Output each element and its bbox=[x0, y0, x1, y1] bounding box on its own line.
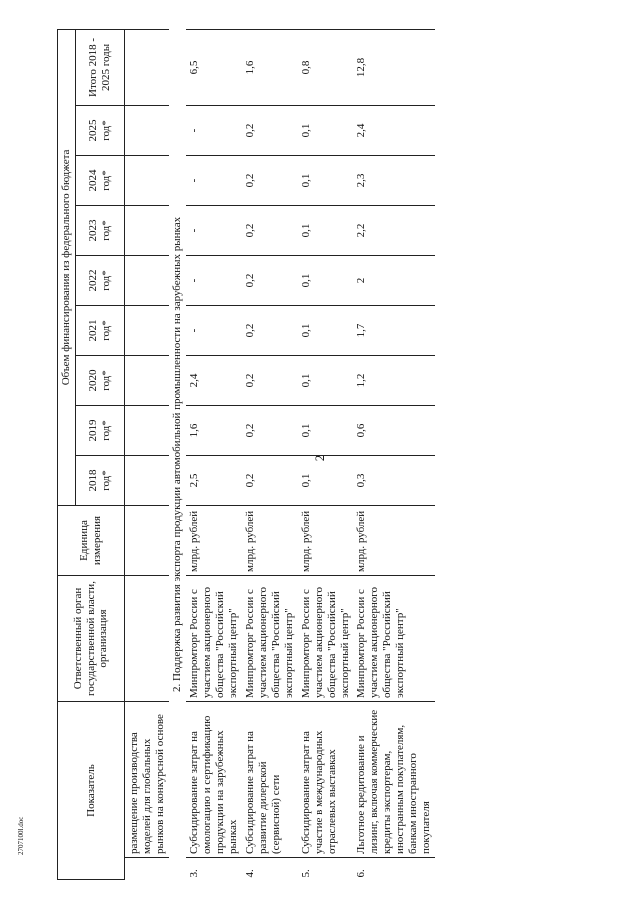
funding-table bbox=[57, 29, 435, 880]
row-value: - bbox=[186, 256, 242, 306]
row-total: 1,6 bbox=[242, 29, 298, 105]
header-indicator: Показатель bbox=[58, 702, 125, 880]
row-value: 0,2 bbox=[242, 106, 298, 156]
row-total: 0,8 bbox=[298, 29, 354, 105]
row-value: 2,4 bbox=[353, 106, 435, 156]
row-value: 2 bbox=[353, 256, 435, 306]
row-value: 1,7 bbox=[353, 306, 435, 356]
row-value: 2,4 bbox=[186, 356, 242, 406]
row-value: 0,2 bbox=[242, 256, 298, 306]
row-responsible: Минпромторг России с участием акционерного общества "Российский экспортный центр" bbox=[242, 576, 298, 702]
row-value: 0,1 bbox=[298, 206, 354, 256]
header-year: 2021 год* bbox=[75, 306, 124, 356]
row-value: 0,2 bbox=[242, 406, 298, 456]
row-value: 0,2 bbox=[242, 306, 298, 356]
header-year: 2023 год* bbox=[75, 206, 124, 256]
row-unit: млрд. рублей bbox=[298, 506, 354, 576]
row-unit: млрд. рублей bbox=[242, 506, 298, 576]
row-value: 0,3 bbox=[353, 456, 435, 506]
header-total: Итого 2018 - 2025 годы bbox=[75, 29, 124, 105]
row-value: 0,1 bbox=[298, 106, 354, 156]
page-number: 2 bbox=[312, 454, 327, 462]
row-value: 0,1 bbox=[298, 306, 354, 356]
row-total: 6,5 bbox=[186, 29, 242, 105]
section-row bbox=[169, 29, 186, 879]
section-title: 2. Поддержка развития экспорта продукции автомобильной промышленности на зарубежных рынках bbox=[170, 216, 183, 692]
row-value: - bbox=[186, 206, 242, 256]
row-indicator: Субсидирование затрат на омологацию и сертификацию продукции на зарубежных рынках bbox=[186, 702, 242, 858]
row-number: 5. bbox=[298, 858, 354, 880]
row-value: - bbox=[186, 156, 242, 206]
table-row bbox=[242, 29, 298, 879]
row-value: 0,2 bbox=[242, 206, 298, 256]
row-indicator: Субсидирование затрат на развитие дилерской (сервисной) сети bbox=[242, 702, 298, 858]
row-indicator: Субсидирование затрат на участие в международных отраслевых выставках bbox=[298, 702, 354, 858]
row-unit: млрд. рублей bbox=[186, 506, 242, 576]
row-value: 0,1 bbox=[298, 356, 354, 406]
row-value: 2,2 bbox=[353, 206, 435, 256]
row-value: 0,1 bbox=[298, 456, 354, 506]
row-number: 3. bbox=[186, 858, 242, 880]
header-responsible: Ответственный орган государственной власти, организация bbox=[58, 576, 125, 702]
row-value: - bbox=[186, 306, 242, 356]
header-year: 2019 год* bbox=[75, 406, 124, 456]
row-value: 0,2 bbox=[242, 456, 298, 506]
row-responsible: Минпромторг России с участием акционерного общества "Российский экспортный центр" bbox=[353, 576, 435, 702]
table-row bbox=[298, 29, 354, 879]
row-value: 0,1 bbox=[298, 256, 354, 306]
row-value: 1,2 bbox=[353, 356, 435, 406]
header-funding: Объем финансирования из федерального бюджета bbox=[58, 29, 76, 505]
row-responsible: Минпромторг России с участием акционерного общества "Российский экспортный центр" bbox=[298, 576, 354, 702]
table-row bbox=[186, 29, 242, 879]
row-value: 0,1 bbox=[298, 406, 354, 456]
header-year: 2025 год* bbox=[75, 106, 124, 156]
row-number: 4. bbox=[242, 858, 298, 880]
table-row bbox=[353, 29, 435, 879]
row-value: - bbox=[186, 106, 242, 156]
continuation-text: размещение производства моделей для глобальных рынков на конкурсной основе bbox=[124, 702, 168, 858]
row-value: 2,3 bbox=[353, 156, 435, 206]
footer-file-code: 2707100l.doc bbox=[17, 816, 25, 855]
header-year: 2024 год* bbox=[75, 156, 124, 206]
row-value: 2,5 bbox=[186, 456, 242, 506]
header-year: 2022 год* bbox=[75, 256, 124, 306]
header-year: 2018 год* bbox=[75, 456, 124, 506]
row-number: 6. bbox=[353, 858, 435, 880]
row-value: 0,6 bbox=[353, 406, 435, 456]
continuation-row bbox=[124, 29, 168, 879]
row-value: 0,2 bbox=[242, 356, 298, 406]
row-value: 0,1 bbox=[298, 156, 354, 206]
row-indicator: Льготное кредитование и лизинг, включая коммерческие кредиты экспортерам, иностранным покупателям, банкам иностранного покупателя bbox=[353, 702, 435, 858]
row-total: 12,8 bbox=[353, 29, 435, 105]
row-value: 1,6 bbox=[186, 406, 242, 456]
header-row-1 bbox=[58, 29, 76, 879]
row-unit: млрд. рублей bbox=[353, 506, 435, 576]
header-unit: Единица измерения bbox=[58, 506, 125, 576]
header-year: 2020 год* bbox=[75, 356, 124, 406]
rotated-table-wrapper bbox=[57, 30, 615, 880]
row-value: 0,2 bbox=[242, 156, 298, 206]
row-responsible: Минпромторг России с участием акционерного общества "Российский экспортный центр" bbox=[186, 576, 242, 702]
